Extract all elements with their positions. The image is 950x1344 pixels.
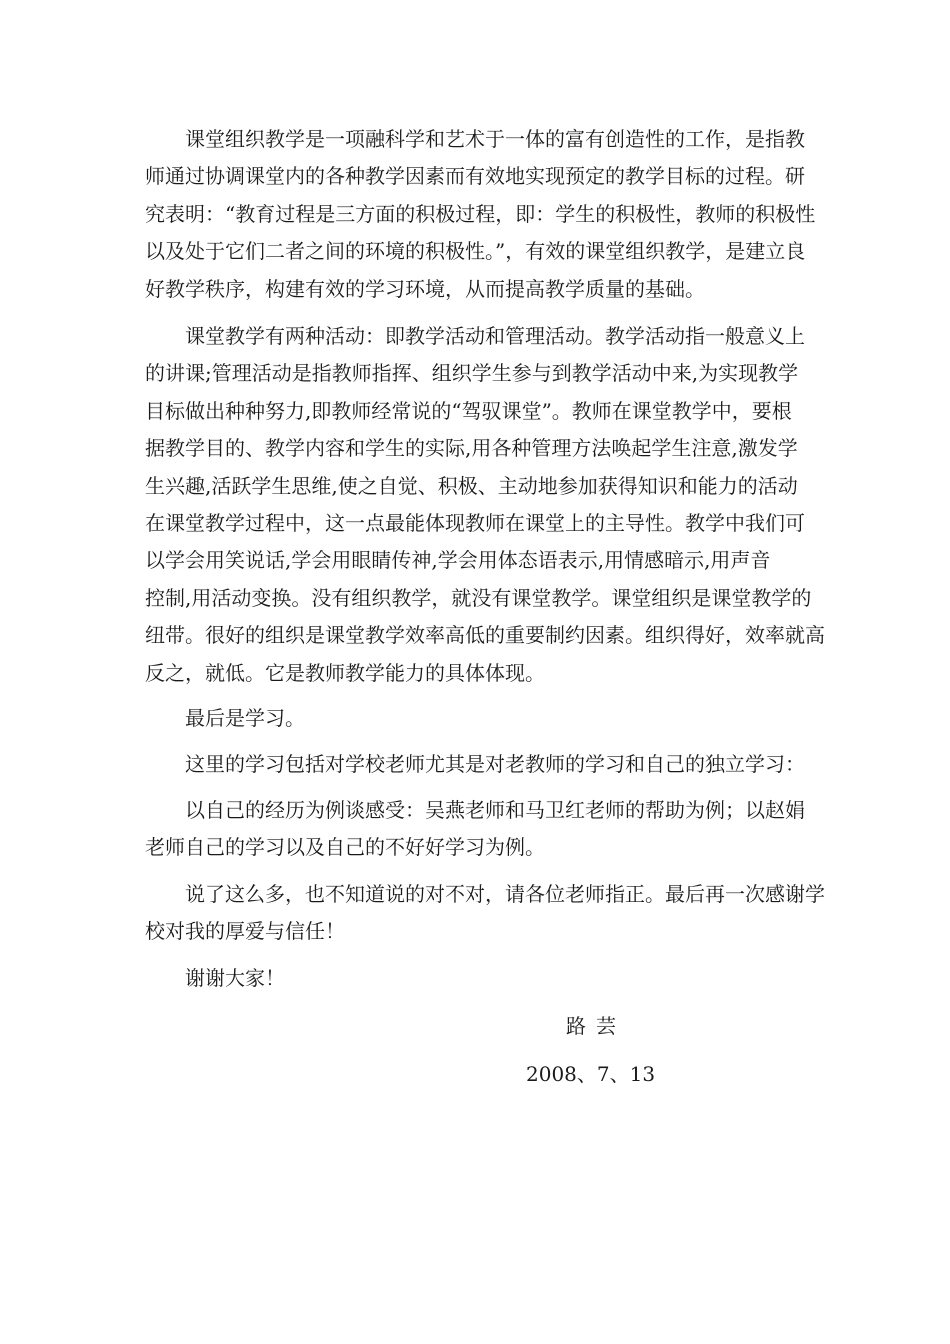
paragraph-thank-everyone (145, 960, 777, 997)
paragraph-line: 校对我的厚爱与信任！ (145, 919, 345, 944)
paragraph-personal-experience (145, 792, 805, 867)
paragraph-line: 老师自己的学习以及自己的不好好学习为例。 (145, 835, 545, 860)
paragraph-line: 据教学目的、教学内容和学生的实际,用各种管理方法唤起学生注意,激发学 (145, 436, 798, 461)
paragraph-line: 生兴趣,活跃学生思维,使之自觉、积极、主动地参加获得知识和能力的活动 (145, 473, 798, 498)
paragraph-line: 好教学秩序，构建有效的学习环境，从而提高教学质量的基础。 (145, 276, 705, 301)
paragraph-learning-scope (145, 746, 805, 783)
signature-name: 路芸 (566, 1014, 626, 1038)
paragraph-line: 以及处于它们二者之间的环境的积极性。”，有效的课堂组织教学，是建立良 (145, 239, 806, 264)
paragraph-line: 说了这么多，也不知道说的对不对，请各位老师指正。最后再一次感谢学 (185, 882, 825, 906)
paragraph-line: 的讲课;管理活动是指教师指挥、组织学生参与到教学活动中来,为实现教学 (145, 361, 799, 386)
paragraph-line: 谢谢大家！ (185, 966, 285, 990)
paragraph-line: 纽带。很好的组织是课堂教学效率高低的重要制约因素。组织得好，效率就高 (145, 623, 825, 648)
paragraph-line: 以自己的经历为例谈感受：吴燕老师和马卫红老师的帮助为例；以赵娟 (185, 798, 805, 822)
paragraph-line: 课堂教学有两种活动：即教学活动和管理活动。教学活动指一般意义上 (185, 324, 805, 348)
paragraph-line: 师通过协调课堂内的各种教学因素而有效地实现预定的教学目标的过程。研 (145, 164, 805, 189)
paragraph-classroom-organization (145, 121, 816, 308)
paragraph-line: 在课堂教学过程中，这一点最能体现教师在课堂上的主导性。教学中我们可 (145, 510, 805, 535)
paragraph-closing-thanks (145, 876, 825, 951)
paragraph-learning-heading (145, 700, 777, 737)
paragraph-line: 控制,用活动变换。没有组织教学，就没有课堂教学。课堂组织是课堂教学的 (145, 585, 812, 610)
paragraph-line: 这里的学习包括对学校老师尤其是对老教师的学习和自己的独立学习： (185, 752, 805, 776)
paragraph-line: 以学会用笑说话,学会用眼睛传神,学会用体态语表示,用情感暗示,用声音 (145, 548, 771, 573)
paragraph-line: 目标做出种种努力,即教师经常说的“驾驭课堂”。教师在课堂教学中，要根 (145, 398, 792, 423)
paragraph-line: 究表明：“教育过程是三方面的积极过程，即：学生的积极性，教师的积极性 (145, 201, 816, 226)
paragraph-two-activities (145, 318, 825, 692)
paragraph-line: 最后是学习。 (185, 706, 305, 730)
signature-date: 2008、7、13 (526, 1062, 656, 1086)
paragraph-line: 反之，就低。它是教师教学能力的具体体现。 (145, 660, 545, 685)
paragraph-line: 课堂组织教学是一项融科学和艺术于一体的富有创造性的工作，是指教 (185, 127, 805, 151)
